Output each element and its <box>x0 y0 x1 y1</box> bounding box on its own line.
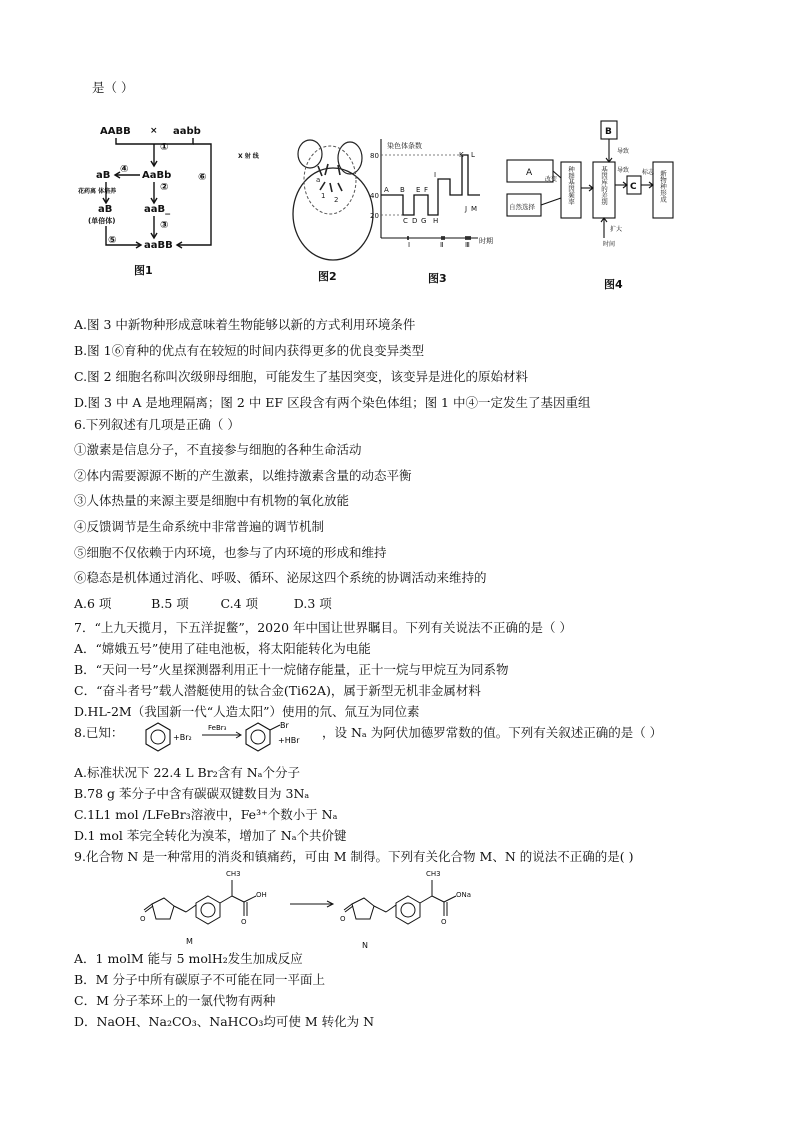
q6-item-5: ⑤细胞不仅依赖于内环境，也参与了内环境的形成和维持 <box>74 545 387 560</box>
fig4-newspecies: 新物种形成 <box>659 170 667 203</box>
fig3-pt-d: D <box>412 217 418 225</box>
fig4-genefreq: 种群基因频率 <box>567 166 575 205</box>
q5-option-d: D.图 3 中 A 是地理隔离；图 2 中 EF 区段含有两个染色体组；图 1 中④一定发生了基因重组 <box>74 395 591 410</box>
fig1-f1: AaBb <box>142 170 172 181</box>
fig3-phase-1: Ⅰ <box>408 241 411 249</box>
fig1-step6: ⑥ <box>198 172 207 183</box>
q9-option-c: C．M 分子苯环上的一氯代物有两种 <box>74 993 276 1008</box>
fig1-step4: ④ <box>120 164 129 175</box>
q9-stem: 9.化合物 N 是一种常用的消炎和镇痛药，可由 M 制得。下列有关化合物 M、N 的说法不正确的是( ) <box>74 849 634 864</box>
fig1-step2: ② <box>160 182 169 193</box>
q9-m-ch3: CH3 <box>226 870 241 878</box>
figure-4-speciation-flow <box>505 118 695 268</box>
q9-label-n: N <box>362 941 368 950</box>
q7-option-a: A．“嫦娥五号”使用了硅电池板，将太阳能转化为电能 <box>74 641 371 656</box>
q6-stem: 6.下列叙述有几项是正确（ ） <box>74 417 240 432</box>
fig1-xray: X 射 线 <box>238 153 259 160</box>
fig1-parent2: aabb <box>173 126 201 137</box>
fig4-change: 改变 <box>545 176 558 183</box>
fig4-pooldiff: 基因库的差别 <box>600 166 608 205</box>
fig1-caption: 图1 <box>134 264 153 277</box>
fig1-step3: ③ <box>160 220 169 231</box>
q7-stem: 7．“上九天揽月，下五洋捉鳖”，2020 年中国让世界瞩目。下列有关说法不正确的是（ ） <box>74 620 572 635</box>
fig1-parent1: AABB <box>100 126 131 137</box>
q9-option-b: B．M 分子中所有碳原子不可能在同一平面上 <box>74 972 325 987</box>
fig4-natural: 自然选择 <box>509 203 535 211</box>
fig4-leadto: 导致 <box>617 148 630 155</box>
fig1-haploid: (单倍体) <box>88 217 116 225</box>
fig4-b: B <box>605 127 612 137</box>
q5-option-c: C.图 2 细胞名称叫次级卵母细胞，可能发生了基因突变，该变异是进化的原始材料 <box>74 369 528 384</box>
svg-text:1: 1 <box>321 192 326 200</box>
q7-option-b: B．“天问一号”火星探测器利用正十一烷储存能量，正十一烷与甲烷互为同系物 <box>74 662 509 677</box>
fig3-pt-c: C <box>403 217 408 225</box>
fig1-anther-culture: 花药离 体培养 <box>78 188 117 195</box>
fig3-ytick-20: 20 <box>370 212 379 220</box>
figure-3-chromosome-chart <box>370 135 500 255</box>
fig3-pt-k: K <box>459 151 464 159</box>
q8-option-a: A.标准状况下 22.4 L Br₂含有 Nₐ个分子 <box>74 765 300 780</box>
fig1-ab: aB <box>96 170 111 181</box>
svg-text:2: 2 <box>334 196 339 204</box>
fig3-ytick-40: 40 <box>370 192 379 200</box>
fig3-pt-a: A <box>384 186 389 194</box>
q8-option-b: B.78 g 苯分子中含有碳碳双键数目为 3Nₐ <box>74 786 310 801</box>
figure-1-breeding-diagram <box>78 120 259 260</box>
q8-option-c: C.1L1 mol /LFeBr₃溶液中，Fe³⁺个数小于 Nₐ <box>74 807 338 822</box>
q6-item-4: ④反馈调节是生命系统中非常普遍的调节机制 <box>74 519 325 534</box>
q7-option-d: D.HL-2M（我国新一代“人造太阳”）使用的氘、氚互为同位素 <box>74 704 420 719</box>
q5-option-b: B.图 1⑥育种的优点有在较短的时间内获得更多的优良变异类型 <box>74 343 425 358</box>
fig4-c: C <box>630 182 637 192</box>
q8-option-d: D.1 mol 苯完全转化为溴苯，增加了 Nₐ个共价键 <box>74 828 347 843</box>
fig1-aab: aaB_ <box>144 204 171 215</box>
figure-2-cell-division <box>288 118 378 264</box>
q9-label-m: M <box>186 937 193 946</box>
q9-option-a: A．1 molM 能与 5 molH₂发生加成反应 <box>74 951 303 966</box>
q6-item-2: ②体内需要源源不断的产生激素，以维持激素含量的动态平衡 <box>74 468 412 483</box>
q9-m-oh: OH <box>256 891 267 899</box>
q9-n-ch3: CH3 <box>426 870 441 878</box>
fig4-mark: 标志 <box>642 169 655 176</box>
fig3-ylabel: 染色体条数 <box>387 142 422 150</box>
q8-catalyst: FeBr₃ <box>208 724 227 732</box>
q7-option-c: C．“奋斗者号”载人潜艇使用的钛合金(Ti62A)，属于新型无机非金属材料 <box>74 683 481 698</box>
q6-item-1: ①激素是信息分子，不直接参与细胞的各种生命活动 <box>74 442 362 457</box>
q5-option-a: A.图 3 中新物种形成意味着生物能够以新的方式利用环境条件 <box>74 317 416 332</box>
q8-suffix: ，设 Nₐ 为阿伏加德罗常数的值。下列有关叙述正确的是（ ） <box>322 725 663 740</box>
svg-text:a: a <box>316 176 321 184</box>
fig4-expand: 扩大 <box>610 226 623 233</box>
q6-item-3: ③人体热量的来源主要是细胞中有机物的氧化放能 <box>74 493 350 508</box>
q9-m-ketone-o: O <box>140 915 146 923</box>
fig3-pt-g: G <box>421 217 427 225</box>
q9-structures-m-to-n <box>140 866 560 952</box>
fig3-pt-j: J <box>465 205 468 213</box>
fig3-phase-2: Ⅱ <box>440 241 444 249</box>
q9-m-o: O <box>241 918 247 926</box>
fig1-step5: ⑤ <box>108 235 117 246</box>
q9-n-ketone-o: O <box>340 915 346 923</box>
q9-n-o: O <box>441 918 447 926</box>
fig3-pt-l: L <box>471 151 475 159</box>
fig4-caption: 图4 <box>604 278 623 291</box>
fig3-pt-m: M <box>471 205 478 213</box>
q8-plus-hbr: +HBr <box>278 736 300 745</box>
fig3-pt-h: H <box>433 217 439 225</box>
fig1-aabb: aaBB <box>144 240 173 251</box>
q8-bromination-reaction <box>140 719 320 753</box>
fig4-a: A <box>526 168 533 178</box>
fig3-xlabel: 时期 <box>479 237 493 245</box>
q6-options: A.6 项 B.5 项 C.4 项 D.3 项 <box>74 596 332 611</box>
fig3-phase-3: Ⅲ <box>465 241 470 249</box>
fig2-caption: 图2 <box>318 270 337 283</box>
fig3-pt-b: B <box>400 186 405 194</box>
q8-plus-br2: +Br₂ <box>173 733 192 742</box>
q9-option-d: D．NaOH、Na₂CO₃、NaHCO₃均可使 M 转化为 N <box>74 1014 375 1029</box>
fig1-step1: ① <box>160 142 169 153</box>
fig4-time: 时间 <box>603 241 616 248</box>
fig3-ytick-80: 80 <box>370 152 379 160</box>
fig3-pt-f: F <box>424 186 429 194</box>
fig1-cross: × <box>150 126 158 136</box>
question-tail: 是（ ） <box>92 80 134 95</box>
fig3-caption: 图3 <box>428 272 447 285</box>
fig4-leadto2: 导致 <box>617 167 630 174</box>
q8-prefix: 8.已知： <box>74 725 124 740</box>
fig1-ab2: aB <box>98 204 113 215</box>
q8-br: Br <box>280 721 289 730</box>
fig3-pt-e: E <box>416 186 421 194</box>
q9-n-ona: ONa <box>456 891 472 899</box>
q6-item-6: ⑥稳态是机体通过消化、呼吸、循环、泌尿这四个系统的协调活动来维持的 <box>74 570 487 585</box>
fig3-pt-i: I <box>434 171 437 179</box>
